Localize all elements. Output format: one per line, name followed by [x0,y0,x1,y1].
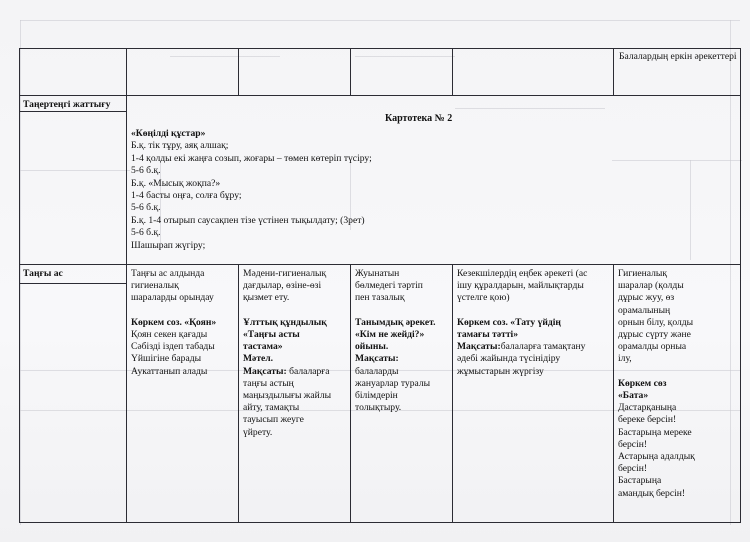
exercise-line: 5-6 б.қ. [131,202,161,214]
column-divider [613,48,614,96]
breakfast-col-5 [618,268,739,500]
text-line: пен тазалық [355,292,405,304]
poem-heading: Көркем соз. «Қоян» [131,316,217,328]
table-border-top [19,48,741,49]
poem-line: Үйшігіне барады [131,353,202,365]
text-line: қызмет ету. [243,292,290,304]
text-line: Мәдени-гигиеналық [243,268,327,279]
goal-text: таңғы астың [243,377,294,389]
exercise-line: 5-6 б.қ. [131,165,161,177]
column-divider [126,48,127,523]
poem-line: Бастарыңа [618,475,662,487]
goal-text: балаларды [355,365,399,377]
goal-label: Мақсаты: [355,353,399,365]
poem-line: Аукаттанып алады [131,365,208,377]
row-divider [19,264,741,265]
row-divider [19,95,741,96]
bleed-through-line [355,56,455,57]
exercise-line: Б.қ. «Мысық жоқпа?» [131,177,221,189]
bleed-through-line [170,56,280,57]
text-line: Гигиеналық [618,268,668,279]
poem-line: берсін! [618,463,648,475]
goal-text: толықтыру. [355,402,402,414]
text-line: ілу, [618,353,632,365]
breakfast-col-4 [457,268,612,378]
activity-heading: «Кім не жейді?» [355,329,425,341]
value-heading: Ұлттық құндылық [243,316,327,328]
text-line: Таңғы ас алдында [131,268,205,279]
breakfast-col-1 [131,268,237,378]
column-divider [238,264,239,523]
exercise-line: Шашырап жүгіру; [131,239,206,251]
poem-line: Астарыңа адалдық [618,451,695,463]
poem-heading: Көркем сөз [618,377,667,389]
poem-line: береке берсін! [618,414,677,426]
text-line: шаралар (қолды [618,280,684,292]
exercise-block [131,128,591,252]
goal-label: Мақсаты: [243,365,287,377]
bleed-through-line [20,170,130,171]
breakfast-col-2 [243,268,349,439]
text-line: гигиеналық [131,280,179,292]
row-divider-short [19,283,126,284]
poem-line: берсін! [618,438,648,450]
goal-text: айту, тамақты [243,402,300,414]
poem-line: амандық берсін! [618,487,686,499]
goal-text: маңыздылығы жайлы [243,390,332,402]
goal-text: әдебі жайында түсінідіру [457,353,561,365]
card-title [385,113,452,124]
goal-text: балаларға [286,365,330,377]
poem-heading: «Бата» [618,390,649,402]
text-line: Жуынатын [355,268,400,279]
card-title-text: Картотека № 2 [385,113,453,124]
bleed-through-line [690,160,691,260]
text-line: орамалының [618,304,671,316]
poem-line: Бастарыңа мереке [618,426,692,438]
text-line: бөлмедегі тәртіп [355,280,423,292]
exercise-line: Б.қ. тік тұру, аяқ алшақ; [131,140,229,152]
morning-exercise-label [23,99,127,111]
poem-heading: тамағы тәтті» [457,329,518,341]
column-divider [452,264,453,523]
goal-text: балаларға тамақтану [500,341,586,353]
breakfast-label [23,268,123,280]
text-line: үстелге қою) [457,292,510,304]
text-line: Кезекшілердің еңбек әрекеті (ас [457,268,588,279]
text-line: орнын білу, қолды [618,316,694,328]
bleed-through-line [612,160,742,161]
column-divider [238,48,239,96]
goal-text: үйрету. [243,426,273,438]
exercise-line: 5-6 б.қ. [131,227,161,239]
free-activity-header-text: Балалардың еркін әрекеттері [619,51,737,62]
goal-text: жануарлар туралы [355,377,431,389]
bleed-through-line [20,20,740,21]
text-line: шараларды орындау [131,292,214,304]
text-line: дұрыс жуу, өз [618,292,675,304]
text-line: дұрыс сүрту және [618,329,691,341]
text-line: орамалды орныа [618,341,687,353]
goal-label: Мақсаты: [457,341,501,353]
activity-heading: Танымдық әрекет. [355,316,436,328]
poem-line: Қоян секен қағады [131,329,208,341]
table-border-bottom [19,522,741,523]
poem-heading: Көркем соз. «Тату үйдің [457,316,561,328]
breakfast-label-text: Таңғы ас [23,268,63,279]
bleed-through-line [455,108,605,109]
proverb-label: Мәтел. [243,353,274,365]
activity-heading: ойыны. [355,341,389,353]
exercise-line: Б.қ. 1-4 отырып саусақпен тізе үстінен тықылдату; (3рет) [131,214,365,226]
goal-text: тауысып жеуге [243,414,304,426]
goal-text: білімдерін [355,390,398,402]
table-border-left [19,48,20,523]
column-divider [350,48,351,96]
exercise-line: 1-4 басты оңға, солға бұру; [131,190,242,202]
poem-line: Дастарқаныңа [618,402,677,414]
poem-line: Сәбізді іздеп табады [131,341,215,353]
breakfast-col-3 [355,268,451,414]
table-border-right [740,48,741,523]
goal-text: жұмыстарын жүргізу [457,365,544,377]
value-heading: тастама» [243,341,283,353]
exercise-line: 1-4 қолды екі жаңға созып, жоғары – төмен көтеріп түсіру; [131,152,372,164]
column-divider [613,264,614,523]
text-line: ішу құралдарын, майлықтарды [457,280,584,292]
row-divider-short [19,111,126,112]
column-divider [452,48,453,96]
value-heading: «Таңғы асты [243,329,300,341]
free-activity-header [619,51,737,63]
text-line: дағдылар, өзіне-өзі [243,280,322,292]
column-divider [350,264,351,523]
morning-exercise-label-text: Таңертеңгі жаттығу [23,99,111,110]
exercise-title: «Көңілді құстар» [131,128,206,139]
